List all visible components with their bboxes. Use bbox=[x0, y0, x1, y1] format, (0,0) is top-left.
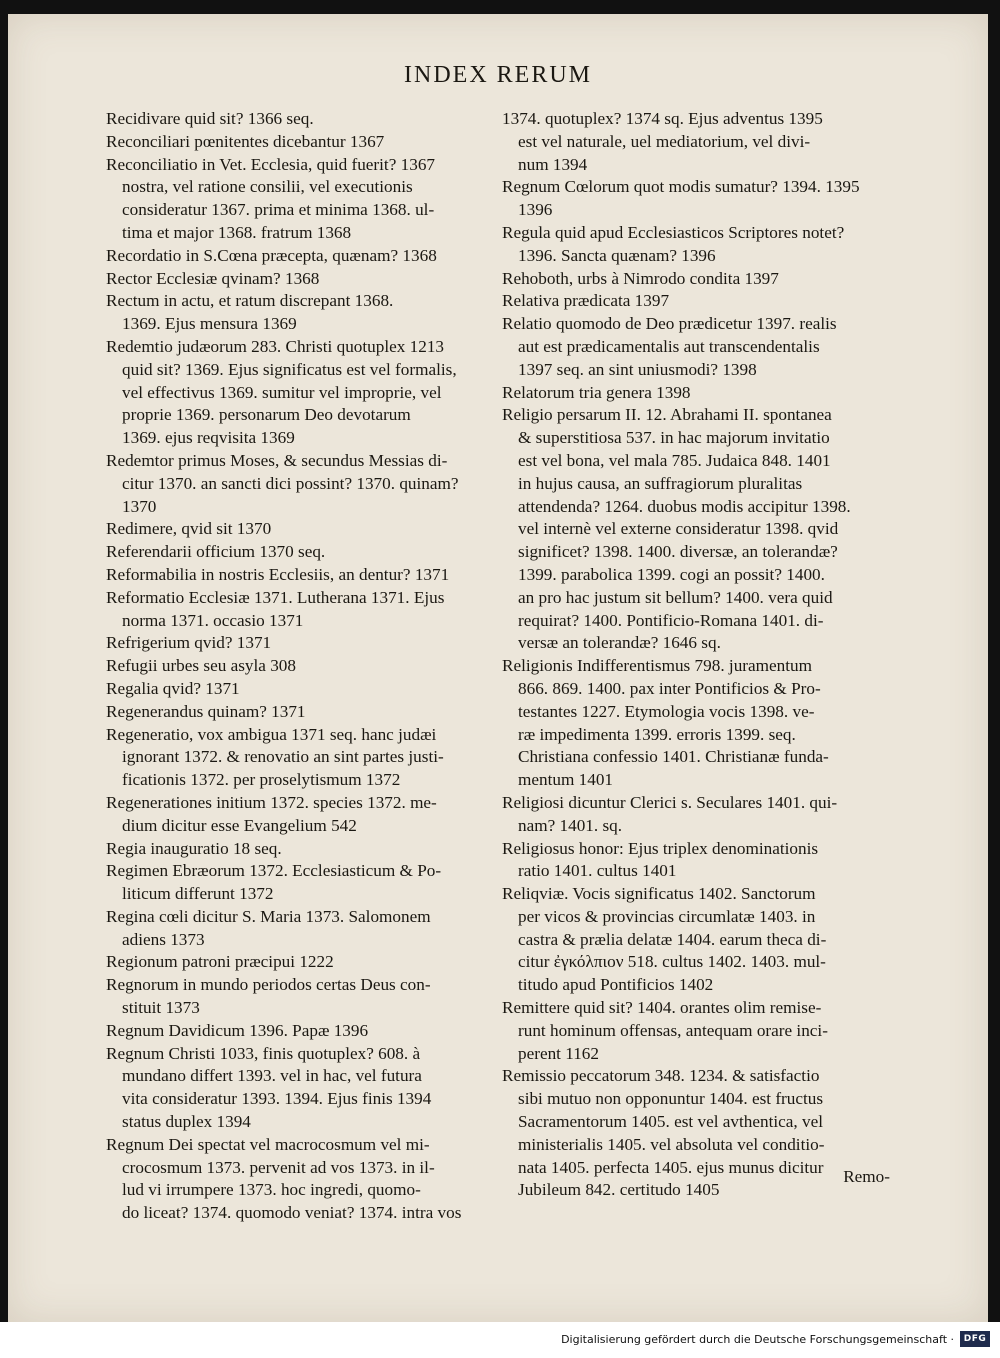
index-entry-line: ræ impedimenta 1399. erroris 1399. seq. bbox=[518, 724, 796, 744]
index-entry bbox=[106, 290, 498, 336]
index-entry-line: Jubileum 842. certitudo 1405 bbox=[518, 1180, 720, 1200]
index-entry bbox=[106, 1134, 498, 1225]
index-entry-line: Reliqviæ. Vocis significatus 1402. Sanctorum bbox=[502, 884, 816, 904]
index-entry-line: 1369. ejus reqvisita 1369 bbox=[122, 428, 295, 448]
index-entry-line: Reformabilia in nostris Ecclesiis, an dentur? 1371 bbox=[106, 564, 450, 584]
index-entry-line: testantes 1227. Etymologia vocis 1398. ve- bbox=[518, 701, 815, 721]
index-entry bbox=[106, 518, 498, 541]
index-entry-line: citur ἐγκόλπιον 518. cultus 1402. 1403. mul- bbox=[518, 952, 826, 972]
index-entry bbox=[106, 154, 498, 245]
index-entry-line: Religionis Indifferentismus 798. juramentum bbox=[502, 656, 812, 676]
index-entry-line: titudo apud Pontificios 1402 bbox=[518, 975, 714, 995]
index-entry-line: 866. 869. 1400. pax inter Pontificios & Pro- bbox=[518, 678, 821, 698]
index-entry bbox=[106, 951, 498, 974]
index-entry-line: Refugii urbes seu asyla 308 bbox=[106, 656, 296, 676]
index-entry bbox=[502, 997, 884, 1065]
index-entry bbox=[106, 268, 498, 291]
index-entry-line: Relativa prædicata 1397 bbox=[502, 291, 670, 311]
index-entry bbox=[502, 883, 884, 997]
index-entry bbox=[106, 131, 498, 154]
index-entry-line: mentum 1401 bbox=[518, 770, 614, 790]
index-entry-line: Regeneratio, vox ambigua 1371 seq. hanc judæi bbox=[106, 724, 437, 744]
index-entry bbox=[502, 655, 884, 792]
index-entry-line: Regula quid apud Ecclesiasticos Scriptores notet? bbox=[502, 222, 845, 242]
index-column-left bbox=[106, 108, 498, 1225]
index-entry bbox=[106, 541, 498, 564]
index-entry-line: liticum differunt 1372 bbox=[122, 884, 274, 904]
index-entry bbox=[502, 1065, 884, 1202]
index-entry-line: adiens 1373 bbox=[122, 929, 205, 949]
index-entry-line: Regenerationes initium 1372. species 1372. me- bbox=[106, 792, 437, 812]
index-entry-line: 1369. Ejus mensura 1369 bbox=[122, 314, 297, 334]
index-entry-line: 1370 bbox=[122, 496, 157, 516]
index-entry bbox=[106, 860, 498, 906]
index-entry-line: significet? 1398. 1400. diversæ, an tolerandæ? bbox=[518, 542, 838, 562]
index-entry bbox=[502, 290, 884, 313]
index-entry-line: Regenerandus quinam? 1371 bbox=[106, 701, 306, 721]
index-entry bbox=[502, 268, 884, 291]
index-entry-line: Remissio peccatorum 348. 1234. & satisfactio bbox=[502, 1066, 820, 1086]
index-entry-line: Redimere, qvid sit 1370 bbox=[106, 519, 272, 539]
catchword: Remo- bbox=[843, 1167, 890, 1186]
index-entry bbox=[502, 404, 884, 655]
index-entry-line: vel effectivus 1369. sumitur vel improprie, vel bbox=[122, 382, 442, 402]
index-entry-line: nostra, vel ratione consilii, vel executionis bbox=[122, 177, 413, 197]
index-entry-line: versæ an tolerandæ? 1646 sq. bbox=[518, 633, 721, 653]
index-entry bbox=[106, 587, 498, 633]
index-entry-line: tima et major 1368. fratrum 1368 bbox=[122, 222, 352, 242]
index-entry-line: nam? 1401. sq. bbox=[518, 815, 623, 835]
index-entry bbox=[106, 632, 498, 655]
index-entry-line: consideratur 1367. prima et minima 1368. ul- bbox=[122, 200, 435, 220]
index-entry-line: Rectum in actu, et ratum discrepant 1368. bbox=[106, 291, 394, 311]
index-entry-line: per vicos & provincias circumlatæ 1403. in bbox=[518, 906, 816, 926]
index-entry bbox=[106, 701, 498, 724]
index-entry bbox=[106, 792, 498, 838]
index-entry bbox=[106, 108, 498, 131]
index-entry-line: ignorant 1372. & renovatio an sint partes justi- bbox=[122, 747, 444, 767]
index-entry-line: lud vi irrumpere 1373. hoc ingredi, quomo- bbox=[122, 1180, 421, 1200]
index-entry-line: Regina cœli dicitur S. Maria 1373. Salomonem bbox=[106, 906, 431, 926]
index-entry-line: aut est prædicamentalis aut transcendentalis bbox=[518, 336, 820, 356]
index-entry-line: attendenda? 1264. duobus modis accipitur 1398. bbox=[518, 496, 851, 516]
index-entry-line: Regimen Ebræorum 1372. Ecclesiasticum & Po- bbox=[106, 861, 442, 881]
index-entry bbox=[502, 176, 884, 222]
index-entry bbox=[106, 564, 498, 587]
index-entry-line: in hujus causa, an suffragiorum pluralitas bbox=[518, 473, 803, 493]
index-entry-line: 1374. quotuplex? 1374 sq. Ejus adventus 1395 bbox=[502, 109, 823, 128]
index-entry bbox=[106, 724, 498, 792]
index-entry-line: Referendarii officium 1370 seq. bbox=[106, 542, 326, 562]
index-entry-line: ficationis 1372. per proselytismum 1372 bbox=[122, 770, 401, 790]
index-entry-line: proprie 1369. personarum Deo devotarum bbox=[122, 405, 411, 425]
index-entry-line: sibi mutuo non opponuntur 1404. est fructus bbox=[518, 1089, 824, 1109]
index-entry-line: norma 1371. occasio 1371 bbox=[122, 610, 304, 630]
index-entry bbox=[106, 1020, 498, 1043]
index-entry-line: num 1394 bbox=[518, 154, 588, 174]
digitization-footer bbox=[0, 1322, 1000, 1358]
index-entry-line: quid sit? 1369. Ejus significatus est vel formalis, bbox=[122, 359, 457, 379]
index-entry bbox=[502, 222, 884, 268]
index-entry-line: Regia inauguratio 18 seq. bbox=[106, 838, 282, 858]
index-entry-line: Religiosus honor: Ejus triplex denominationis bbox=[502, 838, 819, 858]
index-entry-line: ministerialis 1405. vel absoluta vel conditio- bbox=[518, 1134, 825, 1154]
index-entry bbox=[502, 382, 884, 405]
index-entry-line: ratio 1401. cultus 1401 bbox=[518, 861, 677, 881]
index-entry-line: crocosmum 1373. pervenit ad vos 1373. in il- bbox=[122, 1157, 435, 1177]
index-entry-line: Reconciliatio in Vet. Ecclesia, quid fuerit? 1367 bbox=[106, 154, 436, 174]
index-entry-line: Regnorum in mundo periodos certas Deus con- bbox=[106, 975, 431, 995]
index-entry-line: Sacramentorum 1405. est vel avthentica, vel bbox=[518, 1112, 823, 1132]
index-entry bbox=[502, 313, 884, 381]
index-entry-line: an pro hac justum sit bellum? 1400. vera quid bbox=[518, 587, 833, 607]
index-entry-line: 1396. Sancta quænam? 1396 bbox=[518, 245, 716, 265]
index-entry-line: Regalia qvid? 1371 bbox=[106, 678, 240, 698]
running-header: INDEX RERUM bbox=[404, 62, 592, 88]
index-entry-line: Redemtor primus Moses, & secundus Messias di- bbox=[106, 450, 448, 470]
index-entry bbox=[106, 838, 498, 861]
index-entry-line: runt hominum offensas, antequam orare inci- bbox=[518, 1020, 828, 1040]
index-entry-line: Regnum Christi 1033, finis quotuplex? 608. à bbox=[106, 1043, 421, 1063]
index-entry-line: Regnum Davidicum 1396. Papæ 1396 bbox=[106, 1020, 369, 1040]
index-entry bbox=[106, 336, 498, 450]
index-entry bbox=[502, 792, 884, 838]
index-entry bbox=[106, 450, 498, 518]
index-entry-line: requirat? 1400. Pontificio-Romana 1401. di- bbox=[518, 610, 824, 630]
index-entry bbox=[106, 655, 498, 678]
index-entry bbox=[106, 974, 498, 1020]
funding-notice: Digitalisierung gefördert durch die Deutsche Forschungsgemeinschaft · bbox=[561, 1333, 954, 1346]
index-entry-line: mundano differt 1393. vel in hac, vel futura bbox=[122, 1066, 422, 1086]
index-entry-line: castra & prælia delatæ 1404. earum theca di- bbox=[518, 929, 827, 949]
index-entry-line: stituit 1373 bbox=[122, 998, 200, 1018]
book-page bbox=[8, 14, 988, 1322]
index-entry-line: Recidivare quid sit? 1366 seq. bbox=[106, 109, 314, 128]
index-entry bbox=[106, 245, 498, 268]
index-entry bbox=[106, 906, 498, 952]
index-entry-line: Christiana confessio 1401. Christianæ funda- bbox=[518, 747, 829, 767]
index-entry-line: 1397 seq. an sint uniusmodi? 1398 bbox=[518, 359, 757, 379]
index-entry-line: nata 1405. perfecta 1405. ejus munus dicitur bbox=[518, 1157, 824, 1177]
index-entry-line: Reconciliari pœnitentes dicebantur 1367 bbox=[106, 131, 385, 151]
index-entry-line: & superstitiosa 537. in hac majorum invitatio bbox=[518, 428, 830, 448]
index-entry-line: Religiosi dicuntur Clerici s. Seculares 1401. qui- bbox=[502, 792, 838, 812]
index-entry-line: est vel naturale, uel mediatorium, vel divi- bbox=[518, 131, 811, 151]
index-entry-line: dium dicitur esse Evangelium 542 bbox=[122, 815, 357, 835]
index-entry-line: Remittere quid sit? 1404. orantes olim remise- bbox=[502, 998, 822, 1018]
index-entry bbox=[502, 108, 884, 176]
index-entry-line: 1396 bbox=[518, 200, 553, 220]
index-entry bbox=[106, 678, 498, 701]
index-entry-line: Rehoboth, urbs à Nimrodo condita 1397 bbox=[502, 268, 779, 288]
index-entry-line: Religio persarum II. 12. Abrahami II. spontanea bbox=[502, 405, 832, 425]
index-entry-line: perent 1162 bbox=[518, 1043, 599, 1063]
index-entry-line: vita consideratur 1393. 1394. Ejus finis 1394 bbox=[122, 1089, 432, 1109]
index-entry-line: Regionum patroni præcipui 1222 bbox=[106, 952, 334, 972]
index-entry bbox=[106, 1043, 498, 1134]
index-entry-line: Relatorum tria genera 1398 bbox=[502, 382, 691, 402]
index-entry-line: do liceat? 1374. quomodo veniat? 1374. intra vos bbox=[122, 1203, 462, 1223]
index-entry bbox=[502, 838, 884, 884]
index-column-right bbox=[502, 108, 884, 1202]
index-entry-line: citur 1370. an sancti dici possint? 1370. quinam? bbox=[122, 473, 459, 493]
index-entry-line: Relatio quomodo de Deo prædicetur 1397. realis bbox=[502, 314, 837, 334]
index-entry-line: Regnum Dei spectat vel macrocosmum vel mi- bbox=[106, 1134, 430, 1154]
index-entry-line: Redemtio judæorum 283. Christi quotuplex 1213 bbox=[106, 336, 445, 356]
index-entry-line: Regnum Cœlorum quot modis sumatur? 1394. 1395 bbox=[502, 177, 860, 197]
index-entry-line: vel internè vel externe consideratur 1398. qvid bbox=[518, 519, 839, 539]
index-entry-line: Reformatio Ecclesiæ 1371. Lutherana 1371. Ejus bbox=[106, 587, 445, 607]
index-entry-line: Recordatio in S.Cœna præcepta, quænam? 1368 bbox=[106, 245, 437, 265]
index-entry-line: Rector Ecclesiæ qvinam? 1368 bbox=[106, 268, 320, 288]
index-entry-line: est vel bona, vel mala 785. Judaica 848. 1401 bbox=[518, 450, 831, 470]
index-entry-line: Refrigerium qvid? 1371 bbox=[106, 633, 272, 653]
dfg-logo: DFG bbox=[960, 1331, 990, 1347]
index-entry-line: status duplex 1394 bbox=[122, 1112, 251, 1132]
index-entry-line: 1399. parabolica 1399. cogi an possit? 1400. bbox=[518, 564, 825, 584]
